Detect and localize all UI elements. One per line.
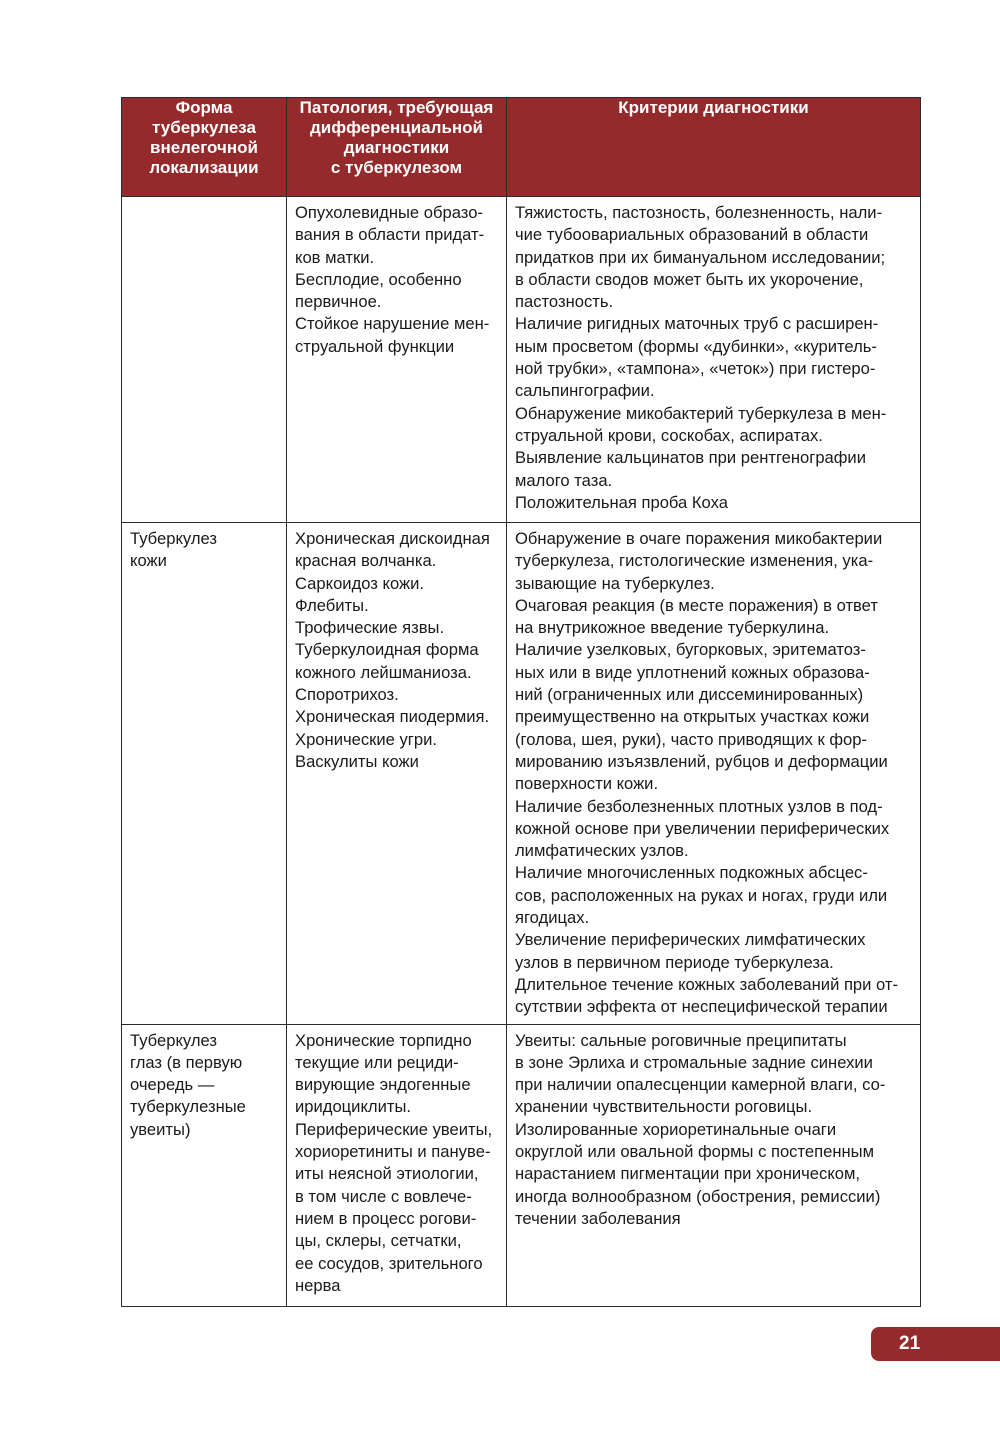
header-line: туберкулеза xyxy=(152,118,256,137)
text-line: Обнаружение в очаге поражения микобактерии xyxy=(515,529,883,548)
text-line: вания в области придат- xyxy=(295,225,485,245)
header-line: с туберкулезом xyxy=(330,158,463,177)
text-line: ее сосудов, зрительного xyxy=(295,1253,483,1273)
text-line: в области сводов может быть их укорочение, xyxy=(515,269,864,289)
text-line: зывающие на туберкулез. xyxy=(515,573,715,593)
text-line: Хроническая пиодермия. xyxy=(295,707,490,727)
text-line: Стойкое нарушение мен- xyxy=(295,314,490,334)
text-line: струальной функции xyxy=(295,336,455,356)
text-line: глаз (в первую xyxy=(130,1052,243,1072)
text-line: Споротрихоз. xyxy=(295,685,399,705)
text-line: преимущественно на открытых участках кожи xyxy=(515,707,870,727)
text-line: Изолированные хориоретинальные очаги xyxy=(515,1119,837,1139)
text-line: малого таза. xyxy=(515,470,613,490)
text-line: кожной основе при увеличении периферических xyxy=(515,818,890,838)
text-line: нерва xyxy=(295,1275,341,1295)
header-pathology xyxy=(287,98,507,197)
text-line: иридоциклиты. xyxy=(295,1097,411,1117)
text-line: ной трубки», «тампона», «четок») при гистеро- xyxy=(515,359,876,379)
cell-pathology xyxy=(287,523,507,1025)
text-line: хранении чувствительности роговицы. xyxy=(515,1097,813,1117)
text-line: туберкулезные xyxy=(130,1097,246,1117)
text-line: Увеличение периферических лимфатических xyxy=(515,930,866,950)
header-form xyxy=(122,98,287,197)
text-line: Обнаружение микобактерий туберкулеза в мен- xyxy=(515,403,887,423)
header-line: Форма xyxy=(175,98,233,117)
text-line: Флебиты. xyxy=(295,595,369,615)
header-line: Патология, требующая xyxy=(299,98,494,117)
text-line: ягодицах. xyxy=(515,908,590,928)
text-line: Бесплодие, особенно xyxy=(295,269,462,289)
text-line: увеиты) xyxy=(130,1119,191,1139)
text-line: Саркоидоз кожи. xyxy=(295,573,424,593)
text-line: Наличие узелковых, бугорковых, эритематоз- xyxy=(515,640,866,660)
text-line: сутствии эффекта от неспецифической терапии xyxy=(515,997,888,1017)
text-line: текущие или рециди- xyxy=(295,1052,459,1072)
cell-form xyxy=(122,197,287,523)
cell-form xyxy=(122,1024,287,1306)
text-line: Хроническая дискоидная xyxy=(295,529,490,548)
text-line: красная волчанка. xyxy=(295,551,437,571)
cell-criteria xyxy=(507,197,921,523)
text-line: сальпингографии. xyxy=(515,381,655,401)
diagnostics-table xyxy=(121,97,921,1307)
cell-pathology xyxy=(287,197,507,523)
text-line: хориоретиниты и панувe- xyxy=(295,1142,491,1162)
text-line: Очаговая реакция (в месте поражения) в ответ xyxy=(515,595,878,615)
text-line: Увеиты: сальные роговичные преципитаты xyxy=(515,1030,847,1050)
text-line: Хронические угри. xyxy=(295,729,437,749)
text-line: цы, склеры, сетчатки, xyxy=(295,1231,462,1251)
text-line: нием в процесс рогови- xyxy=(295,1208,477,1228)
cell-criteria xyxy=(507,523,921,1025)
text-line: чие тубоовариальных образований в области xyxy=(515,225,869,245)
page-number: 21 xyxy=(899,1333,921,1354)
header-line: локализации xyxy=(149,158,259,177)
text-line: течении заболевания xyxy=(515,1208,681,1228)
table-row xyxy=(122,523,921,1025)
text-line: в зоне Эрлиха и стромальные задние синехии xyxy=(515,1052,873,1072)
table-row xyxy=(122,1024,921,1306)
text-line: кожи xyxy=(130,551,167,571)
table-row xyxy=(122,197,921,523)
text-line: ных или в виде уплотнений кожных образова- xyxy=(515,662,870,682)
text-line: пастозность. xyxy=(515,292,614,312)
text-line: при наличии опалесценции камерной влаги, со- xyxy=(515,1075,886,1095)
text-line: сов, расположенных на руках и ногах, груди или xyxy=(515,885,888,905)
page-number-badge xyxy=(871,1327,1000,1361)
text-line: Наличие безболезненных плотных узлов в под- xyxy=(515,796,883,816)
text-line: иты неясной этиологии, xyxy=(295,1164,479,1184)
text-line: очередь — xyxy=(130,1075,215,1095)
header-line: дифференциальной xyxy=(309,118,484,137)
text-line: первичное. xyxy=(295,292,382,312)
text-line: Туберкулоидная форма xyxy=(295,640,479,660)
text-line: узлов в первичном периоде туберкулеза. xyxy=(515,952,834,972)
text-line: Туберкулез xyxy=(130,1030,217,1050)
text-line: поверхности кожи. xyxy=(515,774,659,794)
text-line: кожного лейшманиоза. xyxy=(295,662,472,682)
text-line: туберкулеза, гистологические изменения, ука- xyxy=(515,551,874,571)
header-line: Критерии диагностики xyxy=(618,98,809,117)
text-line: Наличие ригидных маточных труб с расширен- xyxy=(515,314,879,334)
text-line: Туберкулез xyxy=(130,529,217,548)
text-line: Периферические увеиты, xyxy=(295,1119,493,1139)
text-line: Хронические торпидно xyxy=(295,1030,472,1050)
text-line: на внутрикожное введение туберкулина. xyxy=(515,618,830,638)
text-line: (голова, шея, руки), часто приводящих к фор- xyxy=(515,729,868,749)
text-line: в том числе с вовлече- xyxy=(295,1186,472,1206)
text-line: Выявление кальцинатов при рентгенографии xyxy=(515,448,866,468)
text-line: Тяжистость, пастозность, болезненность, нали- xyxy=(515,203,883,222)
text-line: Наличие многочисленных подкожных абсцес- xyxy=(515,863,868,883)
text-line: иногда волнообразном (обострения, ремиссии) xyxy=(515,1186,881,1206)
header-criteria xyxy=(507,98,921,197)
table-header-row xyxy=(122,98,921,197)
text-line: мированию изъязвлений, рубцов и деформации xyxy=(515,751,888,771)
text-line: придатков при их бимануальном исследовании; xyxy=(515,247,886,267)
text-line: Положительная проба Коха xyxy=(515,492,728,512)
header-line: внелегочной xyxy=(150,138,258,157)
text-line: Васкулиты кожи xyxy=(295,751,419,771)
text-line: струальной крови, соскобах, аспиратах. xyxy=(515,425,823,445)
cell-form xyxy=(122,523,287,1025)
cell-criteria xyxy=(507,1024,921,1306)
text-line: нарастанием пигментации при хроническом, xyxy=(515,1164,861,1184)
text-line: округлой или овальной формы с постепенным xyxy=(515,1142,875,1162)
text-line: лимфатических узлов. xyxy=(515,841,689,861)
text-line: вирующие эндогенные xyxy=(295,1075,471,1095)
text-line: Длительное течение кожных заболеваний при от- xyxy=(515,974,899,994)
text-line: ным просветом (формы «дубинки», «куритель- xyxy=(515,336,877,356)
text-line: Опухолевидные образо- xyxy=(295,203,483,222)
text-line: Трофические язвы. xyxy=(295,618,445,638)
text-line: ний (ограниченных или диссеминированных) xyxy=(515,685,864,705)
header-line: диагностики xyxy=(343,138,450,157)
text-line: ков матки. xyxy=(295,247,375,267)
cell-pathology xyxy=(287,1024,507,1306)
